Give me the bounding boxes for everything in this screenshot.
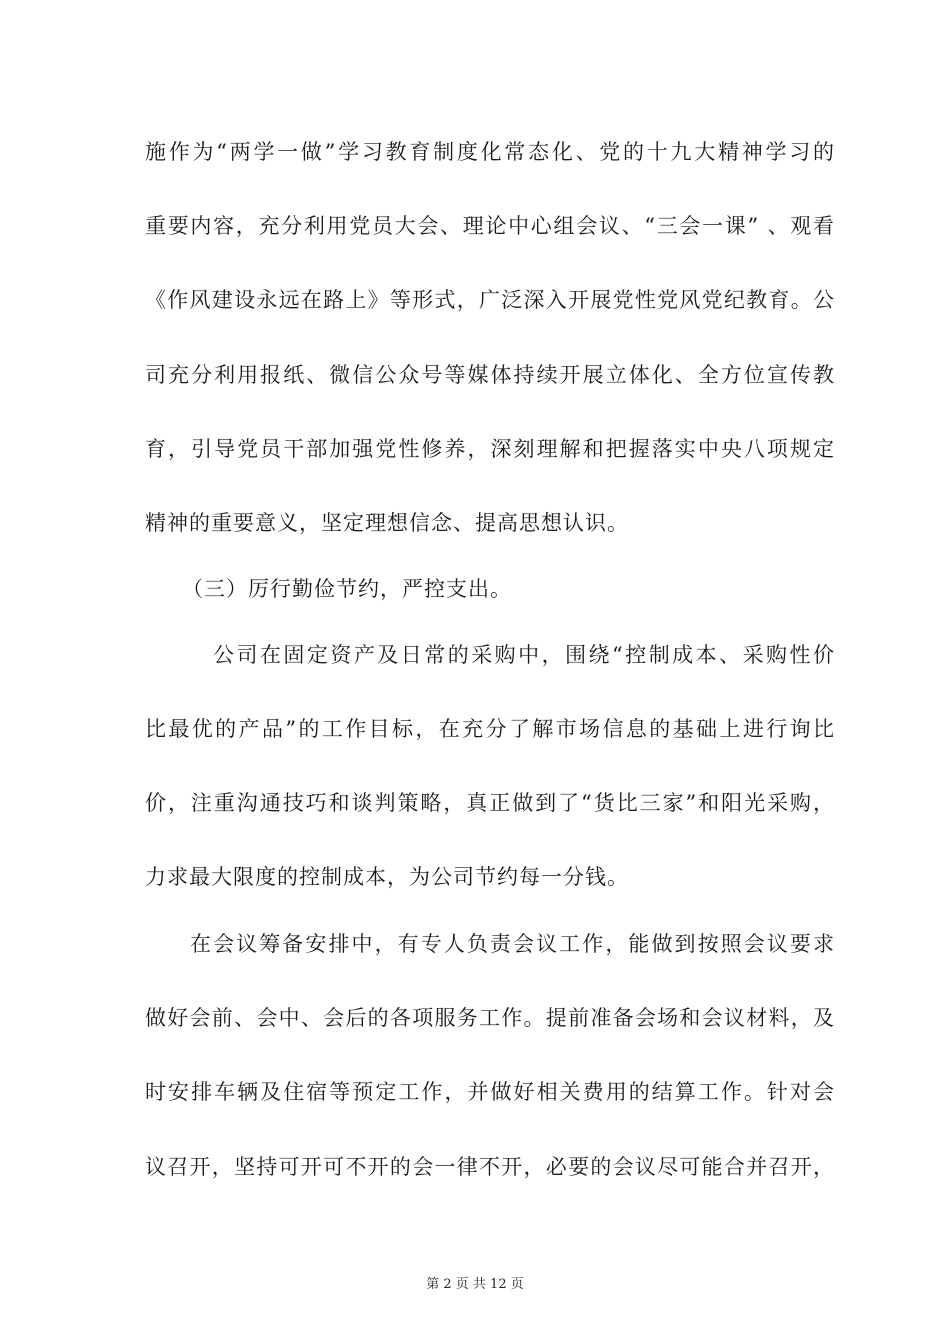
paragraph-line: 价，注重沟通技巧和谈判策略，真正做到了“货比三家”和阳光采购， xyxy=(145,791,835,815)
paragraph-line: 力求最大限度的控制成本，为公司节约每一分钱。 xyxy=(145,865,629,889)
paragraph-line: 育，引导党员干部加强党性修养，深刻理解和把握落实中央八项规定 xyxy=(145,437,835,461)
paragraph-line: 精神的重要意义，坚定理想信念、提高思想认识。 xyxy=(145,511,629,535)
paragraph-line: 议召开，坚持可开可不开的会一律不开，必要的会议尽可能合并召开， xyxy=(145,1155,835,1179)
paragraph-line: 重要内容，充分利用党员大会、理论中心组会议、“三会一课” 、观看 xyxy=(145,214,835,238)
paragraph-line: 公司在固定资产及日常的采购中，围绕“控制成本、采购性价 xyxy=(213,643,835,667)
paragraph-line: 在会议筹备安排中，有专人负责会议工作，能做到按照会议要求 xyxy=(190,932,835,956)
section-heading: （三）厉行勤俭节约，严控支出。 xyxy=(182,577,512,601)
page-number-footer: 第 2 页 共 12 页 xyxy=(426,1277,524,1292)
paragraph-line: 司充分利用报纸、微信公众号等媒体持续开展立体化、全方位宣传教 xyxy=(145,363,835,387)
paragraph-line: 《作风建设永远在路上》等形式，广泛深入开展党性党风党纪教育。公 xyxy=(145,288,835,312)
paragraph-line: 施作为“两学一做”学习教育制度化常态化、党的十九大精神学习的 xyxy=(145,140,835,164)
paragraph-line: 时安排车辆及住宿等预定工作，并做好相关费用的结算工作。针对会 xyxy=(145,1080,835,1104)
paragraph-line: 做好会前、会中、会后的各项服务工作。提前准备会场和会议材料，及 xyxy=(145,1006,835,1030)
paragraph-line: 比最优的产品”的工作目标，在充分了解市场信息的基础上进行询比 xyxy=(145,717,835,741)
